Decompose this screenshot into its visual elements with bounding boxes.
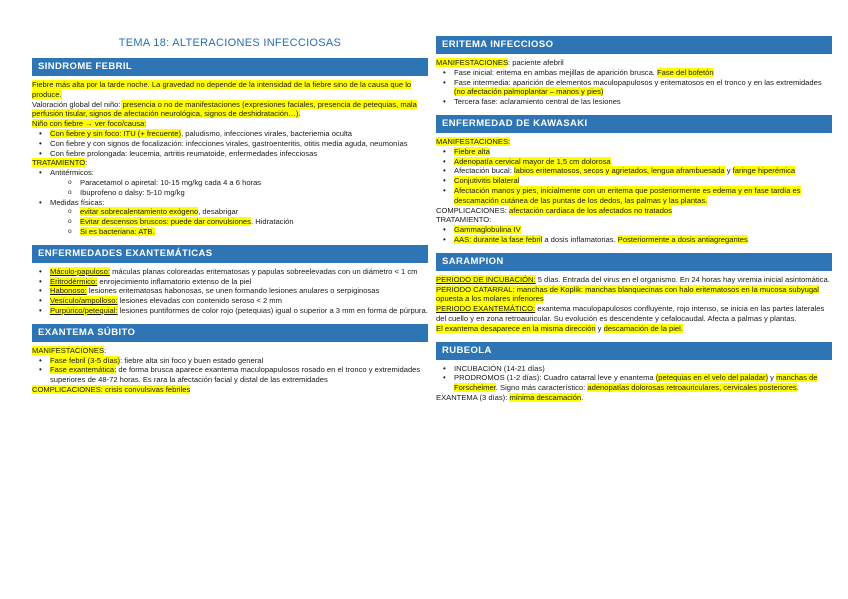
item-text: : fiebre alta sin foco y buen estado general: [120, 355, 264, 365]
list-item: [50, 306, 428, 316]
list-item: [50, 149, 428, 159]
item-text: enrojecimiento inflamatorio extenso de la piel: [97, 276, 252, 286]
list-item: • INCUBACIÓN (14-21 días): [454, 364, 832, 374]
list-item: o Ibuprofeno o dalsy: 5-10 mg/kg: [80, 188, 428, 198]
item-text: , desabrigar: [198, 207, 239, 217]
item-highlight: Si es bacteriana: ATB.: [80, 226, 155, 236]
exantematicas-list: [32, 267, 428, 316]
item-text: Con fiebre prolongada: leucemia, artritis reumatoide, enfermedades infecciosas: [50, 148, 318, 158]
section-exantema-subito: [32, 346, 428, 395]
manifestaciones-label: MANIFESTACIONES: [436, 58, 509, 67]
item-text: y: [768, 373, 777, 383]
item-highlight: manchas de Forscheimer: [454, 373, 818, 393]
item-highlight: Máculo-papuloso:: [50, 266, 110, 276]
list-item: [50, 168, 428, 197]
complicaciones-text: afectación cardiaca de los afectados no tratados: [509, 205, 672, 215]
item-text: y: [724, 166, 733, 176]
tratamiento-label: TRATAMIENTO:: [436, 215, 492, 225]
list-item: [50, 365, 428, 385]
item-text: lesiones elevadas con contenido seroso < 2 mm: [117, 296, 282, 306]
list-item: [80, 217, 428, 227]
list-item: [80, 207, 428, 217]
item-text: Afectación bucal:: [454, 166, 514, 176]
foco-text: Niño con fiebre → ver foco/causa:: [32, 119, 147, 129]
colon: :: [85, 158, 88, 168]
valoracion-label: Valoración global del niño:: [32, 99, 121, 109]
item-highlight: Gammaglobulina IV: [454, 225, 521, 235]
list-item: [50, 277, 428, 287]
list-item: [80, 227, 428, 237]
tratamiento-list: [32, 168, 428, 237]
catarral-text: PERIODO CATARRAL: manchas de Koplik: manchas blanquecinas con halo eritematosos en la mucosa subyugal opuesta a los molares inferiores: [436, 284, 819, 304]
item-highlight: AAS: durante la fase febril: [454, 234, 543, 244]
final-highlight: El exantema desaparece en la misma dirección: [436, 323, 596, 333]
section-kawasaki: [436, 137, 832, 245]
list-item: [50, 198, 428, 237]
exantematico-label: PERIODO EXANTEMÁTICO:: [436, 304, 536, 314]
exantema-text: .: [581, 392, 584, 402]
fiebre-keyword: Fiebre: [32, 80, 54, 89]
item-highlight: Fase febril (3-5 días): [50, 355, 121, 365]
exantematico-text: exantema maculopapulosos confluyente, rojo intenso, se inicia en las partes laterales del cuello y en zona retroauricular. Su evolución es descendente y cefalocaudal. Afecta a palmas y plantas.: [436, 304, 825, 323]
list-item: • Tercera fase: aclaramiento central de las lesiones: [454, 97, 832, 107]
section-header-enfermedades-exantematicas: ENFERMEDADES EXANTEMÁTICAS: [32, 245, 428, 263]
section-header-eritema-infeccioso: ERITEMA INFECCIOSO: [436, 36, 832, 54]
section-eritema-infeccioso: [436, 58, 832, 107]
item-highlight: labios eritematosos, secos y agrietados, lengua aframbuesada: [513, 166, 725, 176]
section-enfermedades-exantematicas: [32, 267, 428, 316]
subito-list: [32, 356, 428, 385]
item-highlight: Fase exantemática:: [50, 365, 117, 375]
item-text: Fase inicial: eritema en ambas mejillas de aparición brusca.: [454, 67, 658, 77]
section-sindrome-febril: [32, 80, 428, 237]
item-highlight: Evitar descensos bruscos: puede dar convulsiones: [80, 217, 251, 227]
section-header-sarampion: SARAMPION: [436, 253, 832, 271]
item-text: de forma brusca aparece exantema maculopapulosos rosado en el tronco y extremidades superiores de 48-72 horas. Es rara la afectación facial y distal de las extremidades: [50, 365, 421, 385]
list-item: [454, 235, 832, 245]
item-highlight: (petequias en el velo del paladar): [655, 373, 769, 383]
item-text: Fase intermedia: aparición de elementos maculopapulosos y eritematosos en el tronco y en las extremidades: [454, 77, 822, 87]
list-item: [454, 186, 832, 206]
fiebre-list: [32, 129, 428, 158]
item-highlight: evitar sobrecalentamiento exógeno: [80, 207, 199, 217]
list-item: [50, 129, 428, 139]
list-item: [454, 68, 832, 78]
antitermicos-sublist: [50, 178, 428, 198]
section-rubeola: [436, 364, 832, 403]
list-item: [454, 176, 832, 186]
antitermicos-label: Antitérmicos:: [50, 168, 94, 178]
item-highlight: Purpúrico/petequial:: [50, 305, 118, 315]
item-highlight: Conjutivitis bilateral: [454, 176, 520, 186]
fiebre-text: más alta por la tarde noche. La gravedad no depende de la intensidad de la fiebre sino de la causa que lo produce.: [32, 80, 412, 99]
incubacion-label: PERIODO DE INCUBACIÓN:: [436, 274, 536, 284]
list-item: [50, 356, 428, 366]
item-text: PRODROMOS (1-2 días): Cuadro catarral leve y enantema: [454, 373, 656, 383]
list-item: [50, 286, 428, 296]
section-sarampion: [436, 275, 832, 334]
item-highlight: Vesículo/ampolloso:: [50, 296, 118, 306]
item-highlight: faringe hiperémica: [732, 166, 796, 176]
item-text: .: [796, 383, 799, 393]
item-highlight: Adenopatía cervical mayor de 1,5 cm dolorosa: [454, 156, 611, 166]
section-header-sindrome-febril: SINDROME FEBRIL: [32, 58, 428, 76]
item-text: lesiones puntiformes de color rojo (petequias) igual o superior a 3 mm en forma de púrpura.: [117, 305, 428, 315]
list-item: [50, 267, 428, 277]
item-highlight: Fiebre alta: [454, 146, 490, 156]
list-item: [50, 139, 428, 149]
item-text: Con fiebre y con signos de focalización: infecciones virales, gastroenteritis, otitis media aguda, neumonías: [50, 138, 408, 148]
list-item: [454, 147, 832, 157]
section-header-exantema-subito: EXANTEMA SÚBITO: [32, 324, 428, 342]
manifestaciones-label: MANIFESTACIONES:: [436, 136, 511, 146]
item-highlight: Habonoso:: [50, 286, 87, 296]
medidas-label: Medidas físicas:: [50, 197, 105, 207]
list-item: [454, 78, 832, 98]
eritema-list: [436, 68, 832, 107]
item-text: , paludismo, infecciones virales, bacteriemia oculta: [181, 128, 353, 138]
list-item: o Paracetamol o apiretal: 10-15 mg/kg cada 4 a 6 horas: [80, 178, 428, 188]
list-item: [454, 225, 832, 235]
page-title: TEMA 18: ALTERACIONES INFECCIOSAS: [118, 37, 342, 49]
item-highlight: Con fiebre y sin foco: ITU (+ frecuente): [50, 128, 182, 138]
incubacion-text: 5 días. Entrada del virus en el organismo. En 24 horas hay viremia inicial asintomática.: [535, 274, 830, 284]
item-highlight: Afectación manos y pies, inicialmente con un eritema que posteriormente es edema y en fase tardía es descamación cutánea de las puntas de los dedos, las palmas y las plantas.: [454, 185, 801, 205]
list-item: [454, 157, 832, 167]
exantema-label: EXANTEMA (3 días):: [436, 392, 510, 402]
item-text: lesiones eritematosas habonosas, se unen formando lesiones anulares o serpiginosas: [86, 286, 380, 296]
item-highlight: Fase del bofetón: [657, 67, 714, 77]
list-item: [454, 373, 832, 393]
item-highlight: Posteriormente a dosis antiagregantes: [617, 234, 748, 244]
item-highlight: Eritrodérmico:: [50, 276, 98, 286]
valoracion-text: presencia o no de manifestaciones (expresiones faciales, presencia de petequias, mala perfusión tisular, signos de afectación neurológica, signos de deshidratación…).: [32, 99, 417, 119]
item-highlight: (no afectación palmoplantar – manos y pies): [454, 87, 604, 97]
medidas-sublist: [50, 207, 428, 236]
manifestaciones-text: : paciente afebril: [508, 58, 564, 67]
left-column: [32, 0, 428, 395]
section-header-kawasaki: ENFERMEDAD DE KAWASAKI: [436, 115, 832, 133]
exantema-highlight: mínima descamación: [509, 392, 582, 402]
rubeola-list: [436, 364, 832, 393]
section-header-rubeola: RUBEOLA: [436, 342, 832, 360]
tratamiento-label: TRATAMIENTO: [32, 158, 86, 168]
manifestaciones-label: MANIFESTACIONES: [32, 345, 105, 355]
item-text: . Hidratación: [250, 217, 294, 227]
complicaciones-label: COMPLICACIONES:: [436, 205, 509, 215]
list-item: [454, 166, 832, 176]
kawasaki-list: [436, 147, 832, 206]
item-text: máculas planas coloreadas eritematosas y papulas sobreelevadas con un diámetro < 1 cm: [109, 266, 418, 276]
final-highlight: descamación de la piel.: [603, 323, 683, 333]
final-text: y: [595, 323, 604, 333]
list-item: [50, 296, 428, 306]
complicaciones-text: COMPLICACIONES: crisis convulsivas febriles: [32, 384, 191, 394]
item-highlight: adenopatías dolorosas retroauriculares, cervicales posteriores: [587, 383, 797, 393]
colon: :: [104, 345, 107, 355]
item-text: . Signo más característico:: [495, 383, 588, 393]
right-column: [436, 36, 832, 403]
kawasaki-tratamiento-list: [436, 225, 832, 245]
item-text: a dosis inflamatorias.: [542, 234, 618, 244]
